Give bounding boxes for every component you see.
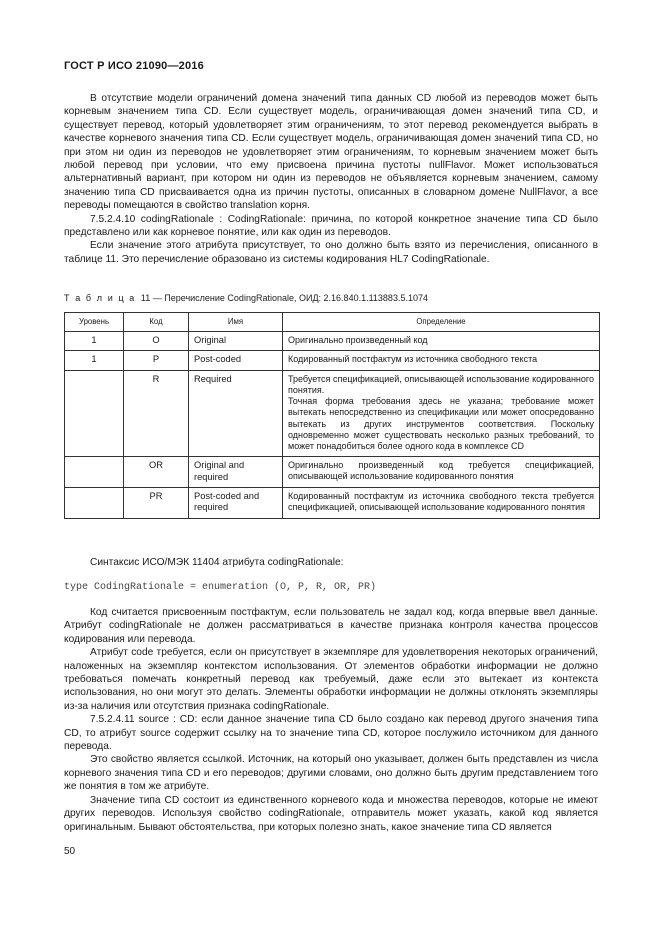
table-row [65,488,600,519]
paragraph: 7.5.2.4.10 codingRationale : CodingRationale: причина, по которой конкретное значение типа CD было представлено или как корневое понятие, или как один из переводов. [64,213,598,239]
header-level: Уровень [65,313,124,332]
cell-code: O [124,332,189,351]
cell-name: Original and required [189,457,283,488]
paragraph: Если значение этого атрибута присутствует, то оно должно быть взято из перечисления, описанного в таблице 11. Это перечисление образовано из системы кодирования HL7 CodingRationale. [64,240,598,265]
cell-name: Post-coded and required [189,488,283,519]
table-caption [64,293,428,303]
cell-code: P [124,351,189,370]
code-line: type CodingRationale = enumeration (O, P, R, OR, PR) [64,582,377,593]
cell-code: R [124,370,189,456]
cell-level: 1 [65,351,124,370]
cell-definition: Требуется спецификацией, описывающей использование кодированного понятия. Точная форма требования здесь не указана; требование может вытекать непосредственно из спецификации или может опосредованно вытекать из других инструментов соответствия. Поскольку одновременно может существовать несколько разных требований, то может понадобиться более одного кода в комплексе CD [283,370,600,456]
cell-level [65,457,124,488]
coding-rationale-table [64,312,600,519]
page-number: 50 [64,846,76,857]
text-block-bottom [64,606,598,834]
text-block-top [64,92,598,266]
paragraph: 7.5.2.4.11 source : CD: если данное значение типа CD было создано как перевод другого значения типа CD, то атрибут source содержит ссылку на то значение типа CD, которое послужило источником для данного перевода. [64,714,598,753]
paragraph: Атрибут code требуется, если он присутствует в экземпляре для удовлетворения некоторых ограничений, наложенных на экземпляр контекстом использования. От элементов обработки информации не должно требоваться помечать конкретный перевод как требуемый, даже если это вытекает из контекста использования, но они могут это делать. Элементы обработки информации не должны отклонять экземпляры из-за наличия или отсутствия признака codingRationale. [64,647,598,712]
cell-name: Post-coded [189,351,283,370]
table-row [65,370,600,456]
cell-level: 1 [65,332,124,351]
cell-definition: Оригинально произведенный код [283,332,600,351]
table-header-row [65,313,600,332]
table-row [65,351,600,370]
table-row [65,332,600,351]
cell-level [65,370,124,456]
paragraph: Код считается присвоенным постфактум, если пользователь не задал код, когда впервые ввел данные. Атрибут codingRationale не должен рассматриваться в качестве признака контроля качества процессов кодирования или перевода. [64,607,598,645]
table-caption-text: 11 — Перечисление CodingRationale, ОИД: 2.16.840.1.113883.5.1074 [140,293,428,303]
table-row [65,457,600,488]
cell-definition: Оригинально произведенный код требуется спецификацией, описывающей использование кодированного понятия [283,457,600,488]
header-code: Код [124,313,189,332]
cell-code: OR [124,457,189,488]
document-header: ГОСТ Р ИСО 21090—2016 [64,60,204,72]
cell-name: Required [189,370,283,456]
header-definition: Определение [283,313,600,332]
cell-definition: Кодированный постфактум из источника свободного текста требуется спецификацией, описывающей использование кодированного понятия [283,488,600,519]
paragraph: Значение типа CD состоит из единственного корневого кода и множества переводов, которые не имеют других переводов. Используя свойство codingRationale, отправитель может указать, какой код является оригинальным. Бывают обстоятельства, при которых полезно знать, какое значение типа CD является [64,794,598,833]
header-name: Имя [189,313,283,332]
syntax-title: Синтаксис ИСО/МЭК 11404 атрибута codingRationale: [90,557,344,568]
cell-definition: Кодированный постфактум из источника свободного текста [283,351,600,370]
cell-level [65,488,124,519]
cell-name: Original [189,332,283,351]
paragraph: В отсутствие модели ограничений домена значений типа данных CD любой из переводов может быть корневым значением типа CD. Если существует модель, ограничивающая домен значений типа CD, и существует перевод, который удовлетворяет этим ограничениям, то этот перевод рекомендуется выбрать в качестве корневого значения типа CD. Если существует модель, ограничивающая домен значений типа CD, но при этом ни один из переводов не удовлетворяет этим ограничениям, то корневым значением может быть любой перевод при условии, что ему присвоена причина пустоты nullFlavor. Может использоваться альтернативный вариант, при котором ни один из переводов не объявляется корневым значением, самому значению типа CD присваивается одна из причин пустоты, описанных в словарном домене NullFlavor, а все переводы помещаются в свойство translation корня. [64,93,598,212]
paragraph: Это свойство является ссылкой. Источник, на который оно указывает, должен быть представлен из числа корневого значения типа CD и его переводов; другими словами, оно должно быть другим представлением того же понятия в том же атрибуте. [64,754,598,793]
table-caption-label: Т а б л и ц а [64,293,136,303]
cell-code: PR [124,488,189,519]
